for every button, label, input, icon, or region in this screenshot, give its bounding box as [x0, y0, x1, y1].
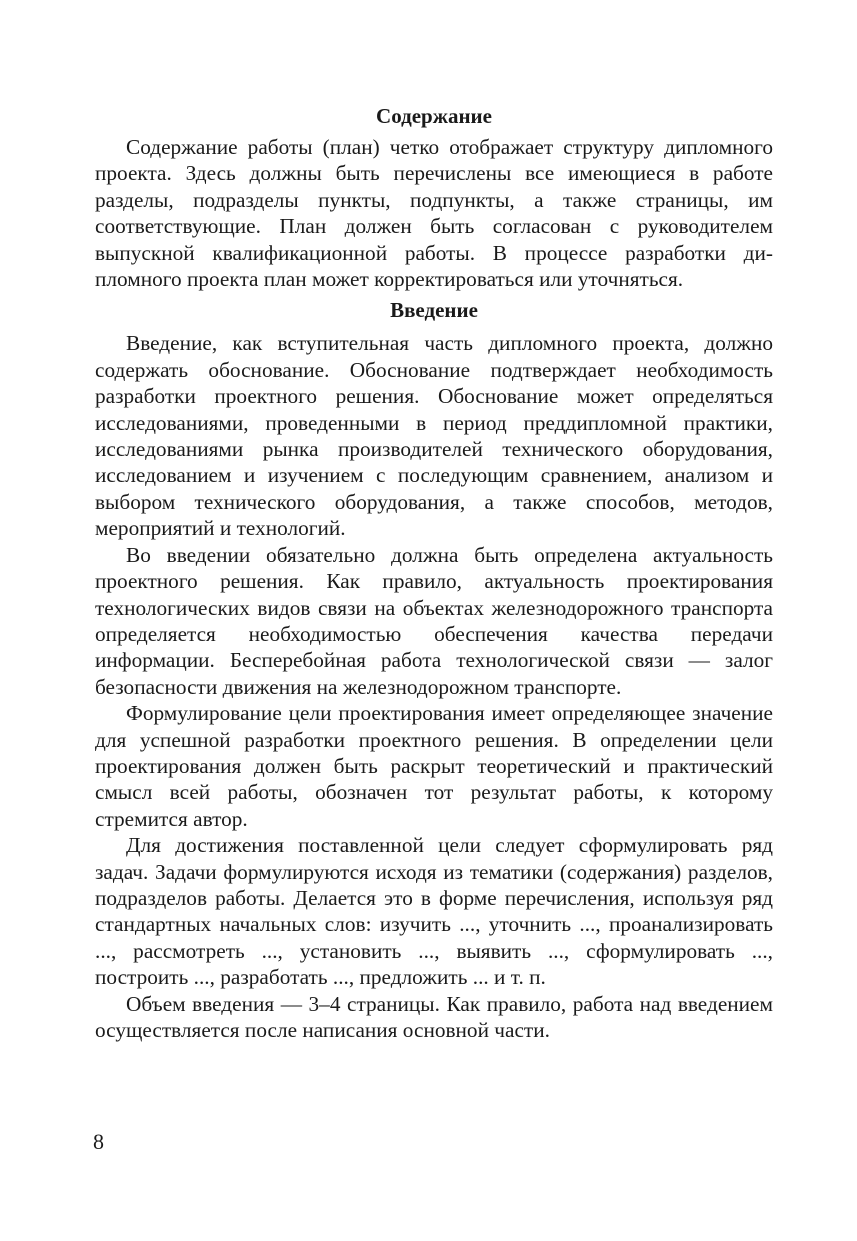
paragraph: Введение, как вступительная часть дипломного проекта, должно содержать обоснование. Обоснование подтверждает необходимость разработки проектного решения. Обоснование может определяться исследованиями, проведенными в период преддипломной практики, исследованиями рынка производителей технического оборудования, исследованием и изучением с последующим сравнением, анализом и выбором технического оборудования, а также способов, методов, мероприятий и технологий.	[95, 331, 773, 541]
paragraph: Для достижения поставленной цели следует сформулировать ряд задач. Задачи формулируются исходя из тематики (содержания) разделов, подразделов работы. Делается это в форме перечисления, используя ряд стандартных начальных слов: изучить ..., уточнить ..., проанализировать ..., рассмотреть ..., установить ..., выявить ..., сформулировать ..., построить ..., разработать ..., предложить ... и т. п.	[95, 833, 773, 990]
paragraph: Содержание работы (план) четко отображает структуру дипломного проекта. Здесь должны быть перечислены все имеющиеся в работе разделы, подразделы пункты, подпункты, а также страницы, им соответствующие. План должен быть согласован с руководителем выпускной квалификационной работы. В процессе разработки дипломного проекта план может корректироваться или уточняться.	[95, 135, 773, 292]
paragraph: Во введении обязательно должна быть определена актуальность проектного решения. Как правило, актуальность проектирования технологических видов связи на объектах железнодорожного транспорта определяется необходимостью обеспечения качества передачи информации. Бесперебойная работа технологической связи — залог безопасности движения на железнодорожном транспорте.	[95, 542, 773, 699]
paragraph: Формулирование цели проектирования имеет определяющее значение для успешной разработки проектного решения. В определении цели проектирования должен быть раскрыт теоретический и практический смысл всей работы, обозначен тот результат работы, к которому стремится автор.	[95, 701, 773, 831]
paragraph: Объем введения — 3–4 страницы. Как правило, работа над введением осуществляется после написания основной части.	[95, 991, 773, 1042]
section-title-vvedenie: Введение	[390, 298, 478, 323]
section-title-soderzhanie: Содержание	[376, 104, 492, 128]
page-content	[95, 98, 773, 1043]
page-number: 8	[93, 1129, 104, 1154]
